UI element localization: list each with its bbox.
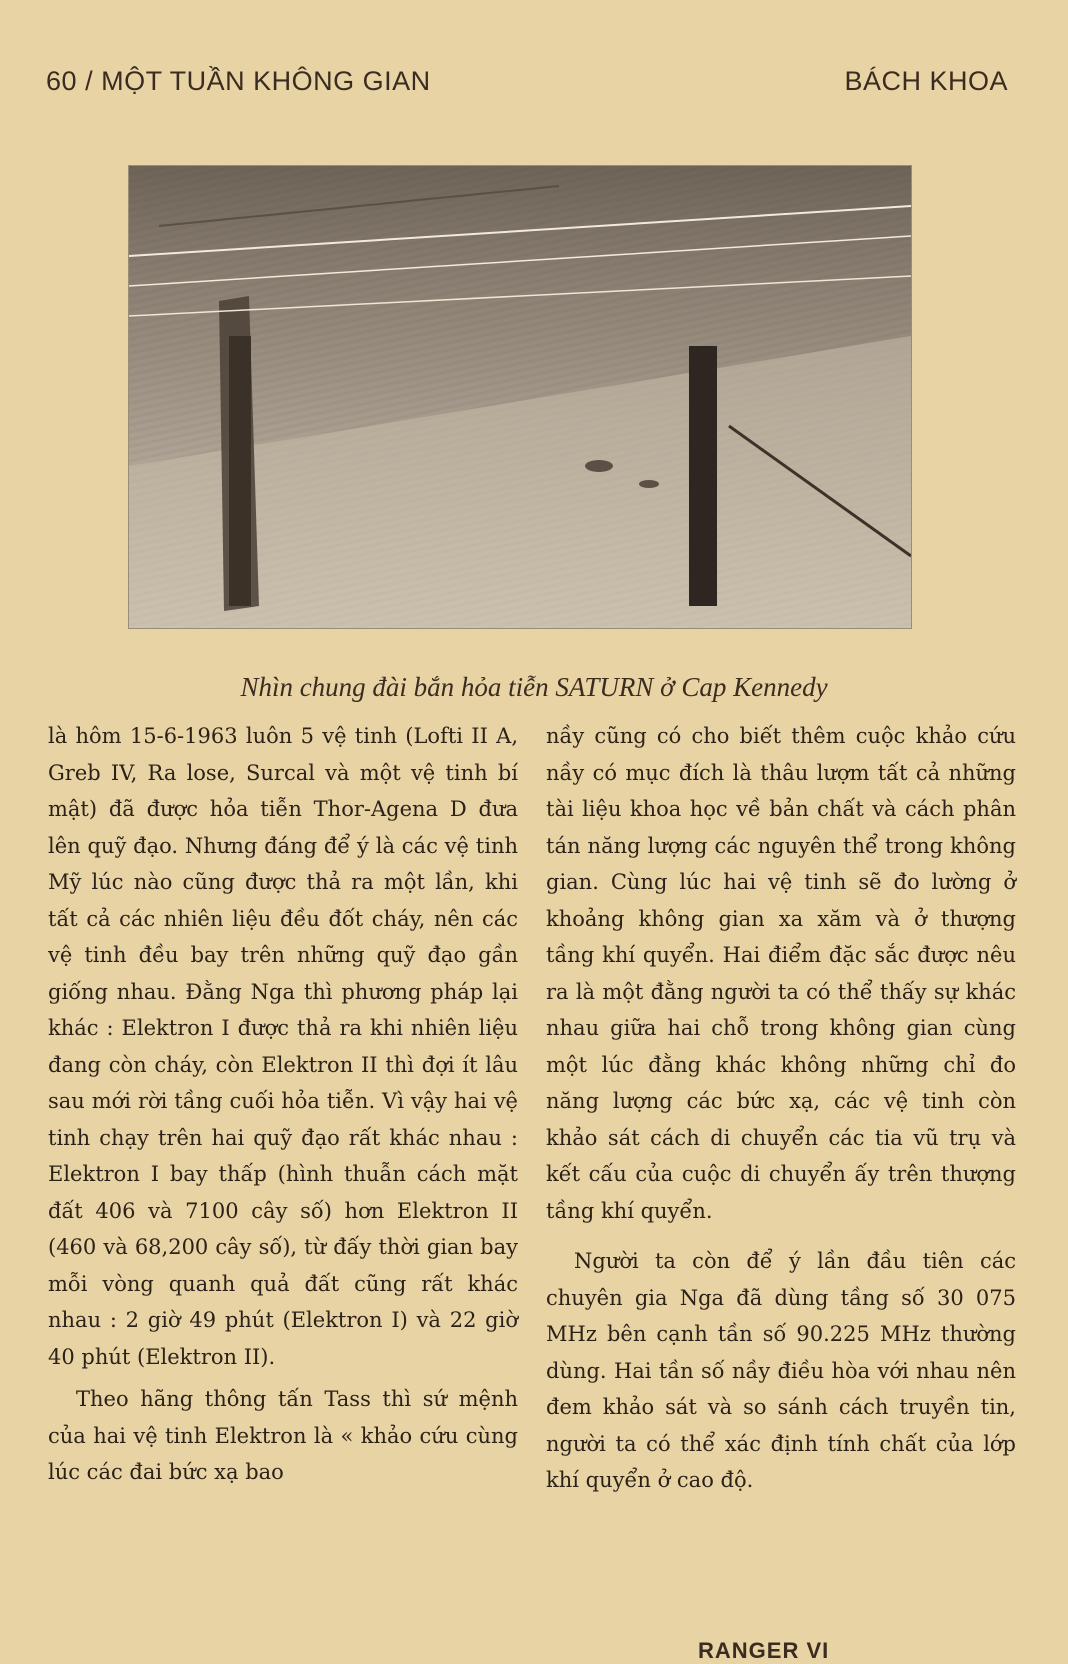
left-paragraph-1: là hôm 15-6-1963 luôn 5 vệ tinh (Lofti II A, Greb IV, Ra lose, Surcal và một vệ tinh bí mật) đã được hỏa tiễn Thor-Agena D đưa lên quỹ đạo. Nhưng đáng để ý là các vệ tinh Mỹ lúc nào cũng được thả ra một lần, khi tất cả các nhiên liệu đều đốt cháy, nên các vệ tinh đều bay trên những quỹ đạo gần giống nhau. Đằng Nga thì phương pháp lại khác : Elektron I được thả ra khi nhiên liệu đang còn cháy, còn Elektron II thì đợi ít lâu sau mới rời tầng cuối hỏa tiễn. Vì vậy hai vệ tinh chạy trên hai quỹ đạo rất khác nhau : Elektron I bay thấp (hình thuẫn cách mặt đất 406 và 7100 cây số) hơn Elektron II (460 và 68,200 cây số), từ đấy thời gian bay mỗi vòng quanh quả đất cũng rất khác nhau : 2 giờ 49 phút (Elektron I) và 22 giờ 40 phút (Elektron II).: [48, 724, 518, 1369]
left-column: [48, 718, 518, 1491]
rocket-launch-site-photo: [128, 165, 912, 629]
right-paragraph-2: Người ta còn để ý lần đầu tiên các chuyên gia Nga đã dùng tầng số 30 075 MHz bên cạnh tần số 90.225 MHz thường dùng. Hai tần số nầy điều hòa với nhau nên đem khảo sát và so sánh cách truyền tin, người ta có thể xác định tính chất của lớp khí quyển ở cao độ.: [546, 1249, 1016, 1492]
page-header: [46, 66, 1008, 106]
header-left: [46, 66, 431, 97]
page-number: 60: [46, 66, 78, 96]
left-paragraph-2: Theo hãng thông tấn Tass thì sứ mệnh của hai vệ tinh Elektron là « khảo cứu cùng lúc các đai bức xạ bao: [48, 1387, 518, 1484]
photo-caption: Nhìn chung đài bắn hỏa tiễn SATURN ở Cap Kennedy: [240, 672, 828, 702]
magazine-name: BÁCH KHOA: [844, 66, 1008, 96]
right-column: [546, 718, 1016, 1499]
section-subheading: RANGER VI: [698, 1638, 830, 1663]
section-title: MỘT TUẦN KHÔNG GIAN: [101, 66, 431, 96]
right-paragraph-1: nầy cũng có cho biết thêm cuộc khảo cứu nầy có mục đích là thâu lượm tất cả những tài liệu khoa học về bản chất và cách phân tán năng lượng các nguyên thể trong không gian. Cùng lúc hai vệ tinh sẽ đo lường ở khoảng không gian xa xăm và ở thượng tầng khí quyển. Hai điểm đặc sắc được nêu ra là một đằng người ta có thể thấy sự khác nhau giữa hai chỗ trong không gian cùng một lúc đằng khác không những chỉ đo năng lượng các bức xạ, các vệ tinh còn khảo sát cách di chuyển các tia vũ trụ và kết cấu của cuộc di chuyển ấy trên thượng tầng khí quyển.: [546, 724, 1016, 1223]
header-separator: /: [85, 66, 94, 96]
